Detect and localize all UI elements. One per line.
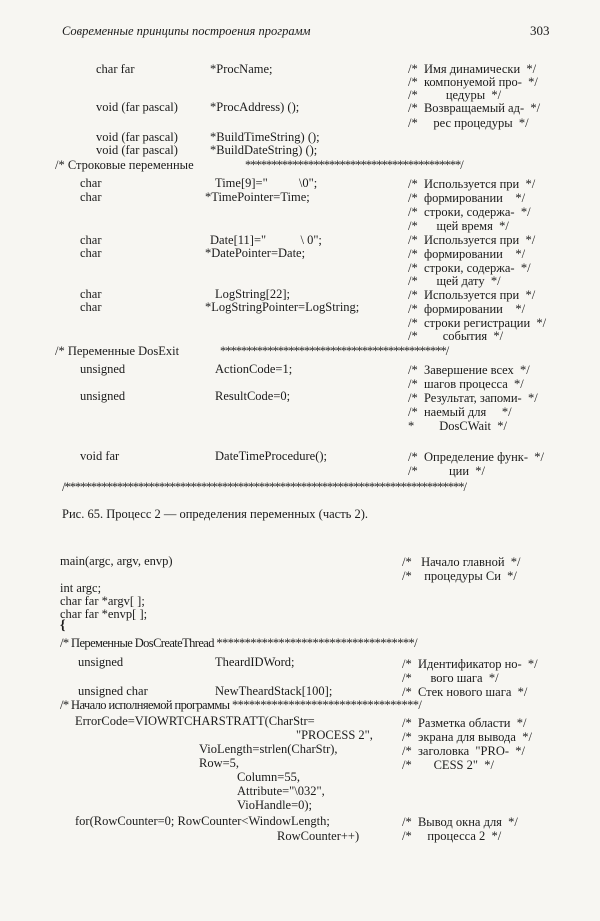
running-header-title: Современные принципы построения программ [62, 24, 311, 38]
code-comment: /* Имя динамически */ [408, 62, 537, 76]
code-comment: /* компонуемой про- */ [408, 75, 538, 89]
code-line: for(RowCounter=0; RowCounter<WindowLength; [75, 814, 330, 828]
code-comment: /* Вывод окна для */ [402, 815, 518, 829]
code-comment: /* формировании */ [408, 191, 526, 205]
code-line: DateTimeProcedure(); [215, 449, 328, 463]
code-line: int argc; [60, 581, 102, 595]
code-line: void far [80, 449, 120, 463]
code-comment: /* строки регистрации */ [408, 316, 547, 330]
code-line: char far *envp[ ]; [60, 607, 148, 621]
code-comment: /* Начало главной */ [402, 555, 521, 569]
code-comment: /* формировании */ [408, 302, 526, 316]
code-comment: /* Результат, запоми- */ [408, 391, 538, 405]
code-line: void (far pascal) [96, 100, 178, 114]
code-line: TheardIDWord; [215, 655, 295, 669]
code-comment: /* события */ [408, 329, 504, 343]
code-comment: /* рес процедуры */ [408, 116, 529, 130]
code-line: unsigned [80, 389, 126, 403]
code-line: VioHandle=0); [237, 798, 313, 812]
code-line: char [80, 190, 102, 204]
star-rule: *******************************************/ [220, 344, 449, 358]
code-line: VioLength=strlen(CharStr), [199, 742, 338, 756]
code-line: Column=55, [237, 770, 300, 784]
code-line: Time[9]=" \0"; [215, 176, 318, 190]
code-comment: /* Идентификатор но- */ [402, 657, 538, 671]
code-line: NewTheardStack[100]; [215, 684, 333, 698]
code-line: unsigned [78, 655, 124, 669]
code-comment: /* экрана для вывода */ [402, 730, 532, 744]
code-line: Attribute="\032", [237, 784, 325, 798]
code-comment: /* щей дату */ [408, 274, 501, 288]
code-line: char [80, 246, 102, 260]
section-comment: /* Начало исполняемой программы *********************************/ [60, 698, 422, 712]
code-line: char [80, 176, 102, 190]
code-line: LogString[22]; [215, 287, 290, 301]
code-line: *ProcName; [210, 62, 273, 76]
code-comment: /* Используется при */ [408, 288, 536, 302]
code-comment: /* вого шага */ [402, 671, 499, 685]
code-line: *LogStringPointer=LogString; [205, 300, 360, 314]
code-line: char [80, 287, 102, 301]
code-comment: /* наемый для */ [408, 405, 512, 419]
code-comment: /* Стек нового шага */ [402, 685, 528, 699]
section-comment: /* Переменные DosCreateThread ***********************************/ [60, 636, 418, 650]
code-comment: /* Определение функ- */ [408, 450, 545, 464]
code-line: { [60, 618, 66, 633]
code-line: RowCounter++) [277, 829, 360, 843]
code-line: unsigned char [78, 684, 148, 698]
code-comment: * DosCWait */ [408, 419, 507, 433]
code-line: ErrorCode=VIOWRTCHARSTRATT(CharStr= [75, 714, 315, 728]
code-comment: /* шагов процесса */ [408, 377, 524, 391]
code-line: ActionCode=1; [215, 362, 293, 376]
code-comment: /* Разметка области */ [402, 716, 527, 730]
section-comment: /* Переменные DosExit [55, 344, 180, 358]
code-line: Row=5, [199, 756, 240, 770]
code-line: char [80, 300, 102, 314]
code-line: *TimePointer=Time; [205, 190, 310, 204]
code-comment: /* ции */ [408, 464, 486, 478]
code-comment: /* цедуры */ [408, 88, 502, 102]
code-comment: /* Используется при */ [408, 233, 536, 247]
code-comment: /* процедуры Си */ [402, 569, 517, 583]
code-comment: /* Используется при */ [408, 177, 536, 191]
code-comment: /* щей время */ [408, 219, 509, 233]
code-line: Date[11]=" \ 0"; [210, 233, 322, 247]
code-line: ResultCode=0; [215, 389, 291, 403]
code-line: char far *argv[ ]; [60, 594, 145, 608]
code-line: char [80, 233, 102, 247]
code-line: *DatePointer=Date; [205, 246, 306, 260]
code-line: *BuildDateString) (); [210, 143, 318, 157]
code-line: *BuildTimeString) (); [210, 130, 320, 144]
code-line: char far [96, 62, 135, 76]
star-rule: *****************************************/ [245, 158, 463, 172]
star-rule: /****************************************************************************/ [62, 480, 466, 494]
section-comment: /* Строковые переменные [55, 158, 194, 172]
code-line: void (far pascal) [96, 143, 178, 157]
code-line: "PROCESS 2", [296, 728, 373, 742]
code-line: void (far pascal) [96, 130, 178, 144]
code-comment: /* строки, содержа- */ [408, 205, 531, 219]
code-comment: /* заголовка "PRO- */ [402, 744, 525, 758]
code-comment: /* строки, содержа- */ [408, 261, 531, 275]
code-comment: /* Завершение всех */ [408, 363, 530, 377]
code-line: main(argc, argv, envp) [60, 554, 173, 568]
code-line: unsigned [80, 362, 126, 376]
code-comment: /* CESS 2" */ [402, 758, 494, 772]
code-comment: /* Возвращаемый ад- */ [408, 101, 541, 115]
code-line: *ProcAddress) (); [210, 100, 300, 114]
figure-caption: Рис. 65. Процесс 2 — определения переменных (часть 2). [62, 507, 369, 521]
code-comment: /* формировании */ [408, 247, 526, 261]
page-number: 303 [530, 23, 550, 38]
code-comment: /* процесса 2 */ [402, 829, 502, 843]
